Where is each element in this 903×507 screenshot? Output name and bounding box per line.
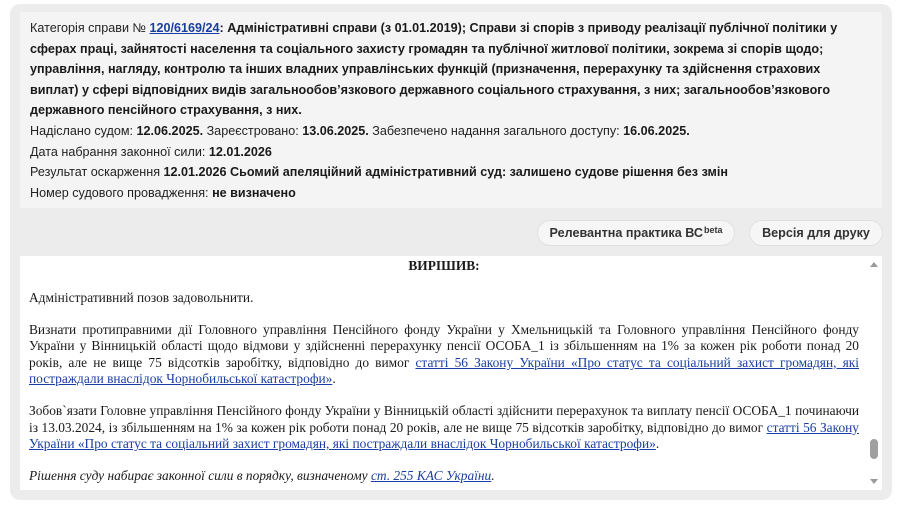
law-article-56-link[interactable]: статті 56 Закону України «Про статус та соціальний захист громадян, які постраждали внаслідок Чорнобильської катастрофи» [29, 354, 859, 387]
access-label: Забезпечено надання загального доступу: [372, 123, 620, 138]
paragraph-2-text: Визнати протиправними дії Головного управління Пенсійного фонду України у Хмельницькій та Головного управління Пенсійного фонду України у Вінницькій області щодо відмови у здійсненні перерахунку пенсії ОСОБА_1 із збільшенням на 1% за кожен рік роботи понад 20 років, але не вище 75 відсотків заробітку, відповідно до вимог [29, 321, 859, 370]
dates-line [30, 121, 872, 142]
decision-text [29, 256, 859, 484]
effective-value: 12.01.2026 [208, 144, 272, 159]
proceeding-label: Номер судового провадження: [30, 185, 209, 200]
paragraph-4-end: . [491, 467, 495, 483]
proceeding-line [30, 183, 872, 204]
decision-paragraph-4 [29, 468, 859, 484]
decision-paragraph-1: Адміністративний позов задовольнити. [29, 290, 254, 306]
decision-paragraph-3 [29, 403, 859, 452]
access-value: 16.06.2025. [623, 123, 690, 138]
decision-paragraph-2 [29, 322, 859, 388]
decision-text-pane[interactable] [20, 256, 882, 490]
case-category [30, 18, 872, 121]
print-version-button[interactable] [749, 220, 883, 246]
category-text: : Адміністративні справи (з 01.01.2019); Справи зі спорів з приводу реалізації публічної політики у сферах праці, зайнятості населення та соціального захисту громадян та публічної житлової політики, зокрема зі спорів щодо; управління, нагляду, контролю та інших владних управлінських функцій (призначення, перерахунку та здійснення страхових виплат) у сфері відповідних видів загальнообов’язкового державного соціального страхування, з них; загальнообов’язкового державного пенсійного страхування, з них. [30, 21, 838, 118]
case-number-link[interactable]: 120/6169/24 [149, 21, 220, 35]
category-label: Категорія справи № [30, 21, 146, 35]
sent-label: Надіслано судом: [30, 123, 134, 138]
print-version-label: Версія для друку [762, 226, 870, 240]
kas-article-255-link[interactable]: ст. 255 КАС України [370, 467, 492, 483]
sent-value: 12.06.2025. [136, 123, 204, 138]
scroll-down-arrow-icon[interactable] [870, 479, 878, 484]
scroll-thumb[interactable] [870, 439, 878, 459]
effective-label: Дата набрання законної сили: [30, 144, 206, 159]
scroll-up-arrow-icon[interactable] [870, 262, 878, 267]
paragraph-3-end: . [655, 436, 660, 452]
appeal-label: Результат оскарження [30, 165, 161, 180]
beta-badge: beta [703, 225, 723, 235]
case-info-panel [20, 12, 882, 208]
paragraph-3-text: Зобов`язати Головне управління Пенсійного фонду України у Вінницькій області здійснити перерахунок та виплату пенсії ОСОБА_1 починаючи із 13.03.2024, із збільшенням на 1% за кожен рік роботи понад 20 років, але не вище 75 відсотків заробітку, відповідно до вимог [29, 403, 859, 435]
proceeding-value: не визначено [212, 185, 296, 200]
paragraph-2-end: . [332, 371, 336, 387]
appeal-value: 12.01.2026 Сьомий апеляційний адміністративний суд: залишено судове рішення без змін [163, 165, 728, 180]
relevant-practice-label: Релевантна практика ВС [549, 226, 703, 240]
decision-heading: ВИРІШИВ: [408, 258, 480, 273]
document-scrollbar[interactable] [868, 256, 880, 490]
appeal-result-line [30, 162, 872, 183]
registered-value: 13.06.2025. [302, 123, 369, 138]
paragraph-4-text: Рішення суду набирає законної сили в порядку, визначеному [29, 467, 371, 483]
relevant-practice-button[interactable] [537, 220, 735, 246]
registered-label: Зареєстровано: [206, 123, 299, 138]
law-article-56-link-2[interactable]: статті 56 Закону України «Про статус та соціальний захист громадян, які постраждали внаслідок Чорнобильської катастрофи» [29, 419, 860, 452]
effective-date-line [30, 142, 872, 163]
